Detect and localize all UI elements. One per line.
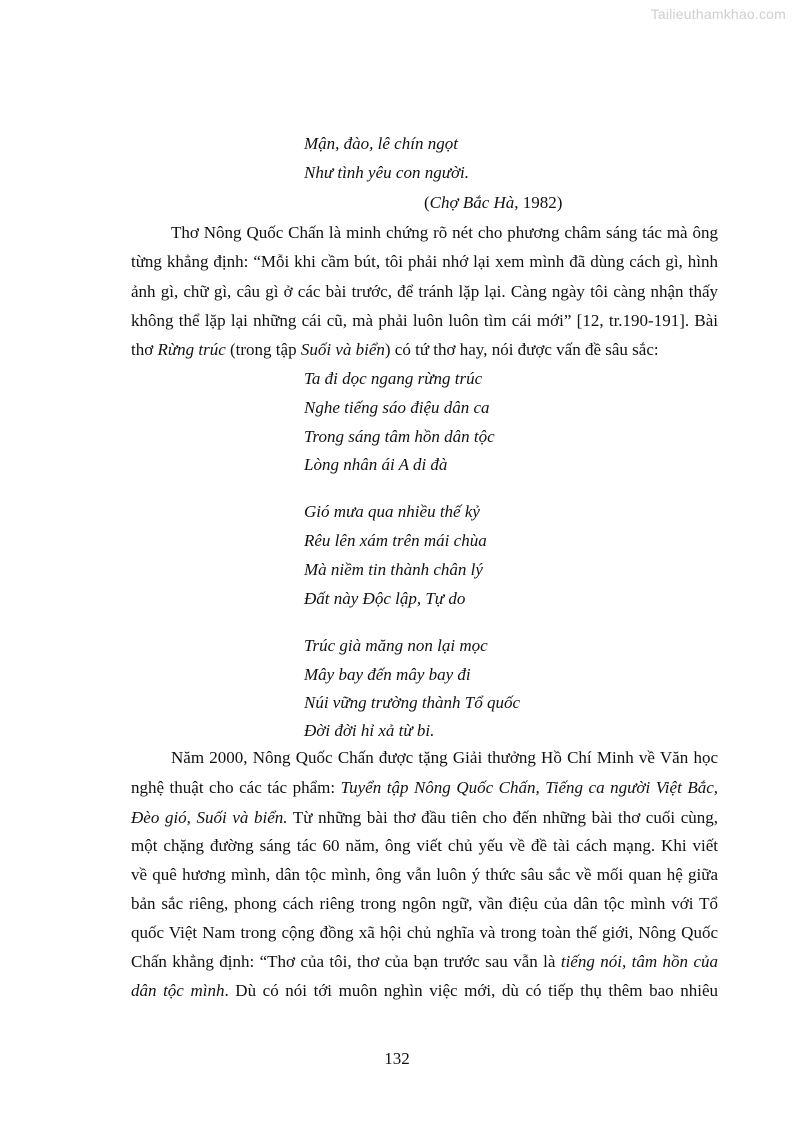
- text-run: (trong tập: [225, 340, 301, 359]
- verse-citation: [424, 193, 562, 213]
- verse-line: Mà niềm tin thành chân lý: [304, 560, 483, 579]
- paragraph-line: [131, 952, 718, 972]
- verse-line: Đời đời hỉ xả từ bi.: [304, 721, 435, 740]
- paragraph-line: [131, 808, 718, 828]
- text-run: . Dù có nói tới muôn nghìn việc mới, dù có tiếp thụ thêm bao nhiêu: [224, 981, 718, 1000]
- paragraph-line: [131, 340, 659, 360]
- text-run: ) có tứ thơ hay, nói được vấn đề sâu sắc:: [384, 340, 659, 359]
- verse-line: Gió mưa qua nhiều thế kỷ: [304, 502, 480, 521]
- verse-line: Mây bay đến mây bay đi: [304, 665, 471, 684]
- text-run: Chấn khẳng định: “Thơ của tôi, thơ của bạn trước sau vẫn là: [131, 952, 561, 971]
- emphasis: dân tộc mình: [131, 981, 225, 1000]
- verse-line: Đất này Độc lập, Tự do: [304, 589, 466, 608]
- collection-title: Suối và biển: [300, 340, 385, 359]
- page-number: 132: [384, 1049, 410, 1068]
- verse-line: Lòng nhân ái A di đà: [304, 455, 448, 474]
- paragraph-line: [131, 981, 718, 1001]
- verse-line: Trong sáng tâm hồn dân tộc: [304, 427, 495, 446]
- text-run: Từ những bài thơ đầu tiên cho đến những bài thơ cuối cùng,: [287, 808, 718, 827]
- verse-line: Ta đi dọc ngang rừng trúc: [304, 369, 483, 388]
- paragraph-line: bản sắc riêng, phong cách riêng trong ngôn ngữ, vần điệu của dân tộc mình với Tổ: [131, 894, 718, 913]
- paragraph-line: không thể lặp lại những cái cũ, mà phải luôn luôn tìm cái mới” [12, tr.190-191]. Bài: [131, 311, 718, 330]
- citation-open: (: [424, 193, 430, 212]
- text-run: nghệ thuật cho các tác phẩm:: [131, 778, 341, 797]
- verse-line: Núi vững trường thành Tổ quốc: [304, 693, 521, 712]
- citation-year: , 1982): [514, 193, 563, 212]
- paragraph-line: quốc Việt Nam trong cộng đồng xã hội chủ nghĩa và trong toàn thế giới, Nông Quốc: [131, 923, 718, 942]
- works-list: Tuyển tập Nông Quốc Chấn, Tiếng ca người Việt Bắc,: [340, 778, 718, 797]
- paragraph-line: từng khẳng định: “Mỗi khi cầm bút, tôi phải nhớ lại xem mình đã dùng cách gì, hình: [131, 252, 718, 271]
- paragraph-line: một chặng đường sáng tác 60 năm, ông viết chủ yếu về đề tài cách mạng. Khi viết: [131, 836, 718, 855]
- paragraph-line: [131, 778, 718, 798]
- watermark: Tailieuthamkhao.com: [650, 6, 786, 22]
- emphasis: tiếng nói, tâm hồn của: [560, 952, 719, 971]
- paragraph-line: Thơ Nông Quốc Chấn là minh chứng rõ nét cho phương châm sáng tác mà ông: [171, 223, 718, 242]
- text-run: thơ: [131, 340, 158, 359]
- paragraph-line: ảnh gì, chữ gì, câu gì ở các bài trước, để tránh lặp lại. Càng ngày tôi càng nhận thấy: [131, 282, 718, 301]
- verse-line: Như tình yêu con người.: [304, 163, 470, 182]
- paragraph-line: về quê hương mình, dân tộc mình, ông vẫn luôn ý thức sâu sắc về mối quan hệ giữa: [131, 865, 718, 884]
- verse-line: Nghe tiếng sáo điệu dân ca: [304, 398, 490, 417]
- verse-line: Mận, đào, lê chín ngọt: [304, 134, 458, 153]
- works-list: Đèo gió, Suối và biển.: [131, 808, 288, 827]
- poem-title: Rừng trúc: [157, 340, 226, 359]
- citation-title: Chợ Bắc Hà: [429, 193, 515, 212]
- paragraph-line: Năm 2000, Nông Quốc Chấn được tặng Giải thưởng Hồ Chí Minh về Văn học: [171, 748, 718, 767]
- verse-line: Rêu lên xám trên mái chùa: [304, 531, 487, 550]
- verse-line: Trúc già măng non lại mọc: [304, 636, 488, 655]
